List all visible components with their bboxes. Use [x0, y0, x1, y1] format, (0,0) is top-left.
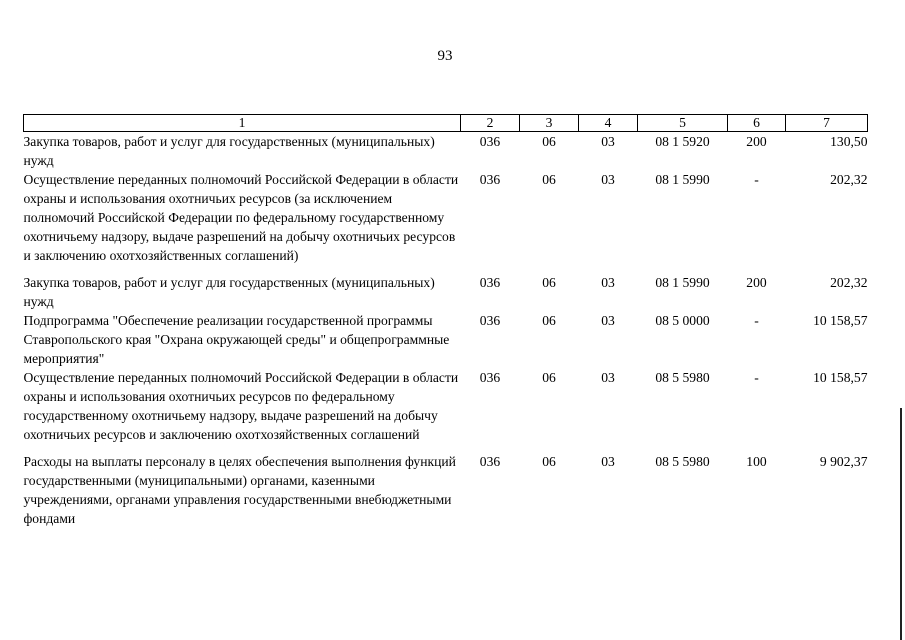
row-amount: 10 158,57 [813, 370, 868, 385]
header-col-6: 6 [728, 115, 786, 132]
row-ministry-code: 036 [479, 275, 501, 290]
row-section: 06 [542, 313, 556, 328]
row-expense-type: 200 [746, 275, 767, 290]
row-subsection: 03 [601, 275, 615, 290]
table-row [24, 368, 868, 444]
row-name: Подпрограмма "Обеспечение реализации государственной программы Ставропольского края "Охрана окружающей среды" и общепрограммные мероприятия" [23, 313, 450, 366]
row-section: 06 [542, 134, 556, 149]
row-subsection: 03 [601, 454, 615, 469]
row-section: 06 [542, 454, 556, 469]
header-col-1: 1 [24, 115, 461, 132]
row-amount: 202,32 [830, 172, 868, 187]
row-section: 06 [542, 370, 556, 385]
row-expense-type: - [754, 370, 759, 385]
row-ministry-code: 036 [479, 370, 501, 385]
table-row [24, 265, 868, 311]
budget-table [23, 114, 868, 528]
table-header [24, 115, 868, 132]
row-target-article: 08 5 5980 [655, 454, 710, 469]
row-subsection: 03 [601, 134, 615, 149]
row-expense-type: - [754, 172, 759, 187]
row-expense-type: 200 [746, 134, 767, 149]
row-section: 06 [542, 172, 556, 187]
header-col-5: 5 [638, 115, 728, 132]
row-target-article: 08 1 5990 [655, 172, 710, 187]
row-name: Осуществление переданных полномочий Российской Федерации в области охраны и использования охотничьих ресурсов по федеральному государственному охотничьему надзору, выдаче разрешений на добычу охотничьих ресурсов и заключению охотхозяйственных соглашений [23, 370, 459, 442]
header-row [24, 115, 868, 132]
row-ministry-code: 036 [479, 454, 501, 469]
row-ministry-code: 036 [479, 172, 501, 187]
header-col-4: 4 [579, 115, 638, 132]
table-row [24, 311, 868, 368]
row-target-article: 08 5 0000 [655, 313, 710, 328]
row-ministry-code: 036 [479, 313, 501, 328]
row-expense-type: - [754, 313, 759, 328]
row-section: 06 [542, 275, 556, 290]
scan-edge-line [900, 408, 902, 640]
row-amount: 202,32 [830, 275, 868, 290]
row-subsection: 03 [601, 172, 615, 187]
row-expense-type: 100 [746, 454, 767, 469]
header-col-7: 7 [786, 115, 868, 132]
row-name: Закупка товаров, работ и услуг для государственных (муниципальных) нужд [23, 134, 435, 168]
row-amount: 9 902,37 [819, 454, 868, 469]
row-name: Расходы на выплаты персоналу в целях обеспечения выполнения функций государственными (муниципальными) органами, казенными учреждениями, органами управления государственными внебюджетными фондами [23, 454, 456, 526]
row-target-article: 08 1 5920 [655, 134, 710, 149]
page-number: 93 [437, 48, 453, 64]
row-amount: 130,50 [830, 134, 868, 149]
table-row [24, 132, 868, 171]
header-col-3: 3 [520, 115, 579, 132]
header-col-2: 2 [461, 115, 520, 132]
row-subsection: 03 [601, 313, 615, 328]
row-target-article: 08 5 5980 [655, 370, 710, 385]
table-row [24, 170, 868, 265]
table-row [24, 444, 868, 528]
table-body [24, 132, 868, 529]
row-subsection: 03 [601, 370, 615, 385]
row-name: Закупка товаров, работ и услуг для государственных (муниципальных) нужд [23, 275, 435, 309]
row-ministry-code: 036 [479, 134, 501, 149]
row-name: Осуществление переданных полномочий Российской Федерации в области охраны и использования охотничьих ресурсов (за исключением полномочий Российской Федерации по федеральному государственному охотничьему надзору, выдаче разрешений на добычу охотничьих ресурсов и заключению охотхозяйственных соглашений) [23, 172, 459, 263]
row-target-article: 08 1 5990 [655, 275, 710, 290]
row-amount: 10 158,57 [813, 313, 868, 328]
